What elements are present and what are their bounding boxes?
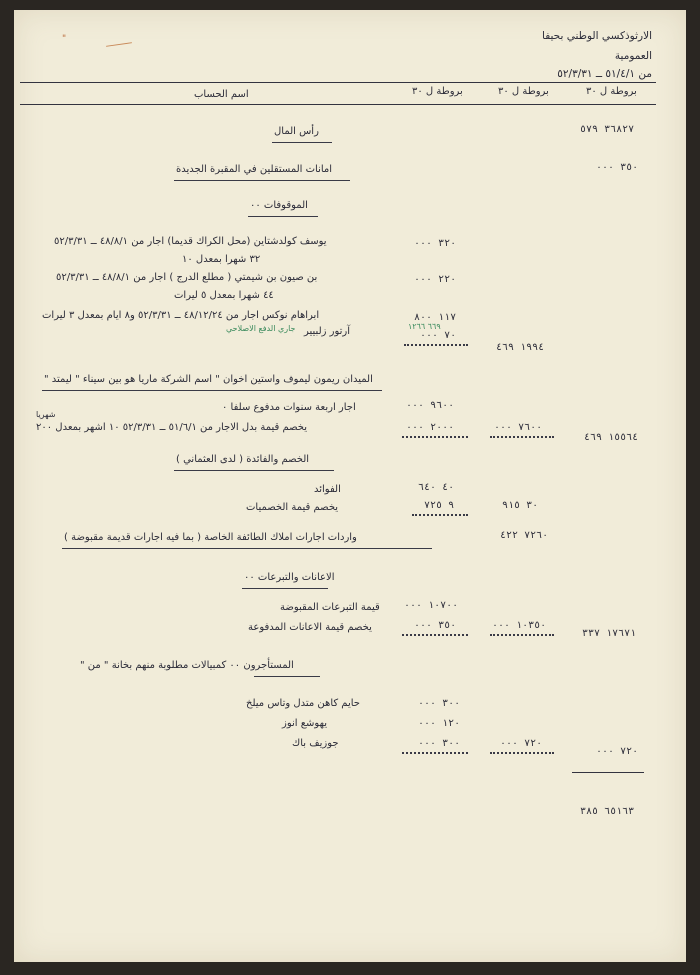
tenant-1-amount: ٣٠٠ ٠٠٠ (418, 698, 461, 709)
maydan-item-1-amount: ٩٦٠٠ ٠٠٠ (406, 400, 455, 411)
aid-running-total: ١٧٦٧١ ٣٣٧ (582, 628, 637, 639)
aid-item-2-text: يخصم قيمة الاعانات المدفوعة (248, 622, 372, 633)
waqf-item-1-detail: ٣٢ شهرا بمعدل ١٠ (182, 254, 261, 265)
aid-underline (242, 588, 328, 589)
org-name: الارثوذكسي الوطني بحيفا (542, 30, 652, 42)
profit-subtotal: ٣٠ ٩١٥ (502, 500, 539, 511)
waqf-underline (248, 216, 318, 217)
waqf-item-3-handwritten: جاري الدفع الاصلاحي (226, 324, 296, 333)
waqf-sum: ١٩٩٤ ٤٦٩ (496, 342, 545, 353)
rent-underline (62, 548, 432, 549)
waqf-item-3-text: ابراهام نوكس اجار من ٤٨/١٢/٢٤ ــ ٥٢/٣/٣١ و٨ ايام بمعدل ٣ ليرات (42, 310, 320, 321)
maydan-item-1-text: اجار اربعة سنوات مدفوع سلفا ٠ (222, 402, 356, 413)
header-rule-top (20, 82, 656, 83)
profit-item-1-text: الفوائد (314, 484, 341, 495)
maydan-item-2-amount: ٢٠٠٠ ٠٠٠ (406, 422, 455, 433)
profit-rule (412, 514, 468, 516)
profit-underline (174, 470, 334, 471)
profit-item-2-amount: ٩ ٧٢٥ (424, 500, 455, 511)
tenants-subtotal: ٧٢٠ ٠٠٠ (500, 738, 543, 749)
aid-label: الاعانات والتبرعات ٠٠ (244, 572, 335, 583)
deposits-label: امانات المستقلين في المقبرة الجديدة (176, 164, 333, 175)
waqf-item-2-text: بن صيون بن شيمتي ( مطلع الدرج ) اجار من ٤٨/٨/١ ــ ٥٢/٣/٣١ (56, 272, 318, 283)
maydan-underline (42, 390, 382, 391)
waqf-item-1-amount: ٣٢٠ ٠٠٠ (414, 238, 457, 249)
tenants-rule-2 (490, 752, 554, 754)
report-period: من ٥١/٤/١ ــ ٥٢/٣/٣١ (557, 68, 652, 80)
tenants-rule-1 (402, 752, 468, 754)
grand-total: ٦٥١٦٣ ٣٨٥ (580, 806, 635, 817)
tenant-3-amount: ٣٠٠ ٠٠٠ (418, 738, 461, 749)
deposits-underline (174, 180, 350, 181)
waqf-item-2-amount: ٢٢٠ ٠٠٠ (414, 274, 457, 285)
column-header-2: بروطة ل ٣٠ (498, 86, 549, 97)
document-page (14, 10, 686, 962)
aid-subtotal: ١٠٣٥٠ ٠٠٠ (492, 620, 547, 631)
corner-mark: " (62, 34, 67, 44)
aid-item-2-amount: ٣٥٠ ٠٠٠ (414, 620, 457, 631)
maydan-item-2-extra: شهريا (36, 410, 56, 419)
capital-amount: ٣٦٨٢٧ ٥٧٩ (580, 124, 635, 135)
waqf-item-3-note: ٦٦٩ ١٢٦٦ (408, 322, 441, 331)
tenant-2-name: يهوشع انوز (282, 718, 327, 729)
tenants-underline (254, 676, 320, 677)
report-type: العمومية (614, 50, 652, 62)
capital-label: رأس المال (274, 126, 319, 137)
aid-rule-1 (402, 634, 468, 636)
maydan-rule-1 (402, 436, 468, 438)
red-mark (106, 42, 132, 47)
header-rule-bottom (20, 104, 656, 105)
aid-rule-2 (490, 634, 554, 636)
waqf-label: الموقوفات ٠٠ (250, 200, 308, 211)
profit-item-1-amount: ٤٠ ٦٤٠ (418, 482, 455, 493)
column-header-account-name: اسم الحساب (194, 89, 249, 100)
aid-item-1-amount: ١٠٧٠٠ ٠٠٠ (404, 600, 459, 611)
tenant-3-name: جوزيف باك (292, 738, 339, 749)
tenant-2-amount: ١٢٠ ٠٠٠ (418, 718, 461, 729)
maydan-label: الميدان ريمون ليموف واستين اخوان " اسم الشركة ماريا هو بين سيناء " ليمتد " (44, 374, 373, 385)
capital-underline (272, 142, 332, 143)
aid-item-1-text: قيمة التبرعات المقبوضة (280, 602, 380, 613)
tenants-running-total: ٧٢٠ ٠٠٠ (596, 746, 639, 757)
tenants-label: المستأجرون ٠٠ كمبيالات مطلوبة منهم بخانة " من " (80, 660, 294, 671)
deposits-amount: ٣٥٠ ٠٠٠ (596, 162, 639, 173)
waqf-item-3-detail: آرتور زلبيير (304, 326, 351, 337)
waqf-item-1-text: يوسف كولدشتاين (محل الكراك قديما) اجار من ٤٨/٨/١ ــ ٥٢/٣/٣١ (54, 236, 327, 247)
column-header-3: بروطة ل ٣٠ (412, 86, 463, 97)
maydan-subtotal: ٧٦٠٠ ٠٠٠ (494, 422, 543, 433)
tenant-1-name: حايم كاهن متدل وتاس ميلخ (246, 698, 360, 709)
grand-total-rule (572, 772, 644, 773)
waqf-sum-rule (404, 344, 468, 346)
rent-label: واردات اجارات املاك الطائفة الخاصة ( بما فيه اجارات قديمة مقبوضة ) (64, 532, 357, 543)
waqf-item-3-amount-2: ٧٠ ٠٠٠ (420, 330, 457, 341)
column-header-1: بروطة ل ٣٠ (586, 86, 637, 97)
profit-item-2-text: يخصم قيمة الخصميات (246, 502, 339, 513)
rent-amount: ٧٢٦٠ ٤٢٢ (500, 530, 549, 541)
maydan-rule-2 (490, 436, 554, 438)
profit-label: الخصم والفائدة ( لدى العثماني ) (176, 454, 310, 465)
waqf-item-3-amount: ١١٧ ٨٠٠ (414, 312, 457, 323)
maydan-item-2-text: يخصم قيمة بدل الاجار من ٥١/٦/١ ــ ٥٢/٣/٣١ ١٠ اشهر بمعدل ٢٠٠ (36, 422, 308, 433)
maydan-running-total: ١٥٥٦٤ ٤٦٩ (584, 432, 639, 443)
waqf-item-2-detail: ٤٤ شهرا بمعدل ٥ ليرات (174, 290, 274, 301)
